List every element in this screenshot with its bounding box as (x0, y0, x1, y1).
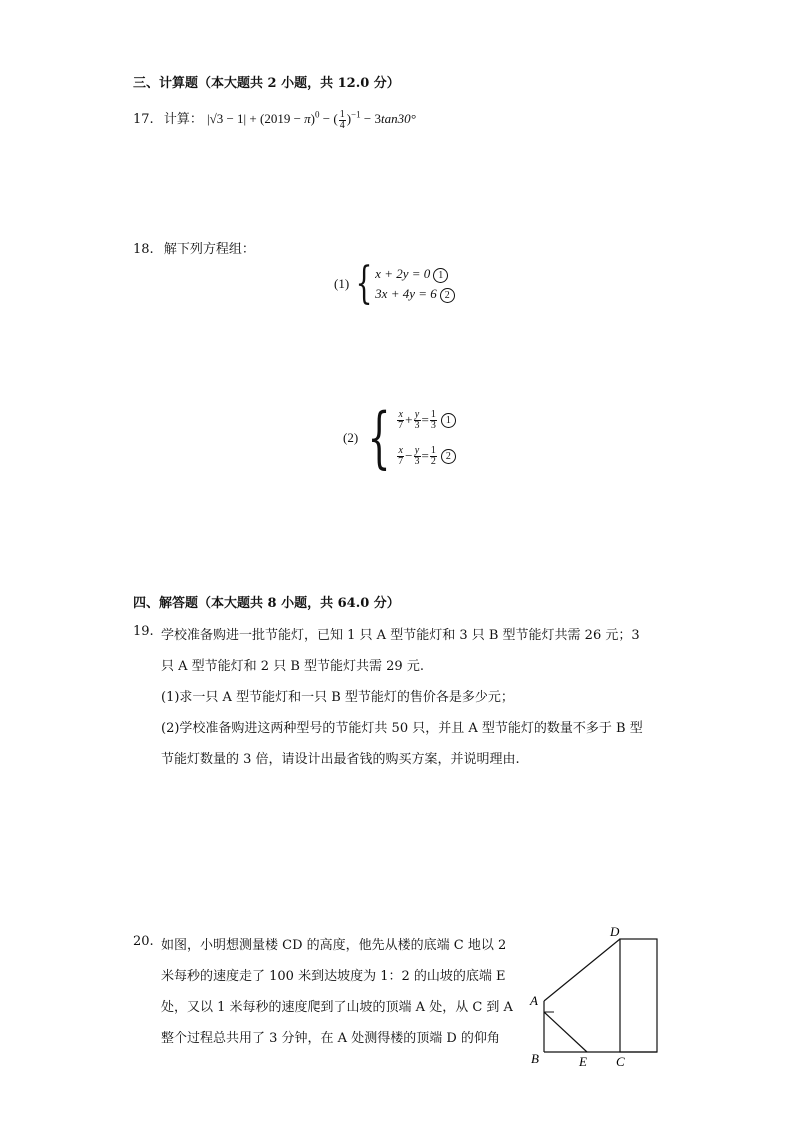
question-18-number: 18. (133, 242, 154, 257)
equals-sign: = (421, 448, 429, 463)
equals-sign: = (421, 412, 429, 427)
expr-part1: |√3 − 1| + (2019 − (206, 111, 305, 126)
equation-system-2 (343, 399, 456, 476)
question-20-line-4: 整个过程总共用了 3 分钟，在 A 处测得楼的顶端 D 的仰角 (161, 1031, 500, 1046)
frac-den: 3 (414, 455, 420, 467)
frac-num: y (414, 408, 420, 420)
system-1-eq1-text: x + 2y = 0 (375, 266, 431, 281)
expr-tail-a: − 3 (360, 111, 381, 126)
system-1-eq1 (375, 264, 455, 284)
brace-symbol: { (367, 399, 391, 476)
question-19-number: 19. (133, 624, 154, 639)
question-20-line-3: 处，又以 1 米每秒的速度爬到了山坡的顶端 A 处，从 C 到 A (161, 1000, 513, 1015)
frac-num: 1 (430, 408, 436, 420)
system-1-eq2 (375, 284, 455, 304)
system-2-label: (2) (343, 430, 359, 445)
label-b: B (531, 1051, 539, 1066)
frac-num: y (414, 444, 420, 456)
circled-number: 1 (441, 413, 456, 428)
section-3-heading: 三、计算题（本大题共 2 小题，共 12.0 分） (133, 76, 400, 91)
label-a: A (530, 993, 538, 1008)
question-19-part-2-line-2: 节能灯数量的 3 倍，请设计出最省钱的购买方案，并说明理由. (161, 752, 520, 767)
equation-system-1 (334, 258, 455, 309)
system-2-eq2 (396, 438, 456, 474)
expr-minus-open: − ( (319, 111, 338, 126)
frac-den: 7 (398, 419, 404, 431)
expr-tail-b: 30° (397, 111, 416, 126)
question-17 (133, 108, 416, 131)
minus-sign: − (405, 448, 413, 463)
question-19-line-2: 只 A 型节能灯和 2 只 B 型节能灯共需 29 元. (161, 659, 424, 674)
question-20-line-2: 米每秒的速度走了 100 米到达坡度为 1：2 的山坡的底端 E (161, 969, 506, 984)
label-e: E (579, 1054, 587, 1069)
circled-number: 2 (440, 288, 455, 303)
system-2-eq1 (396, 402, 456, 438)
circled-number: 1 (433, 268, 448, 283)
brace-symbol: { (355, 258, 373, 309)
system-1-eq2-text: 3x + 4y = 6 (375, 286, 437, 301)
question-19-part-2-line-1: (2)学校准备购进这两种型号的节能灯共 50 只，并且 A 型节能灯的数量不多于 B 型 (161, 721, 643, 736)
question-17-expression: $|√3 - 1| + (2019 - \pi)^0$ − ( $\frac{1}{4}$ )$^{-1}$ − 3tan30° (206, 108, 416, 131)
tan-function: tan (380, 111, 398, 126)
frac-den: 3 (430, 419, 436, 431)
label-c: C (616, 1054, 625, 1069)
line-ae (544, 1012, 587, 1052)
question-20-line-1: 如图，小明想测量楼 CD 的高度，他先从楼的底端 C 地以 2 (161, 938, 507, 953)
frac-den: 2 (430, 455, 436, 467)
frac-num: 1 (339, 108, 345, 120)
circled-number: 2 (441, 449, 456, 464)
exponent-zero: 0 (315, 109, 320, 120)
section-4-heading: 四、解答题（本大题共 8 小题，共 64.0 分） (133, 596, 400, 611)
frac-num: x (398, 408, 403, 420)
frac-den: 4 (339, 119, 345, 131)
question-18-prompt: 解下列方程组： (163, 242, 255, 257)
building-slope-figure (524, 920, 674, 1072)
question-19-line-1: 学校准备购进一批节能灯，已知 1 只 A 型节能灯和 3 只 B 型节能灯共需 26 元；3 (161, 628, 640, 643)
frac-num: x (398, 444, 403, 456)
question-17-number: 17. (133, 112, 154, 127)
exponent-neg-one: −1 (351, 109, 361, 120)
question-17-prompt: 计算： (163, 112, 203, 127)
frac-den: 7 (398, 455, 404, 467)
building-rect (620, 939, 657, 1052)
pi-symbol: π (304, 111, 311, 126)
system-1-label: (1) (334, 276, 350, 291)
plus-sign: + (405, 412, 413, 427)
fraction-one-quarter (339, 110, 346, 131)
question-19-part-1: (1)求一只 A 型节能灯和一只 B 型节能灯的售价各是多少元； (161, 690, 514, 705)
label-d: D (610, 924, 620, 939)
frac-den: 3 (414, 419, 420, 431)
frac-num: 1 (430, 444, 436, 456)
question-18 (133, 238, 255, 257)
question-20-number: 20. (133, 934, 154, 949)
line-ad (544, 939, 620, 1001)
